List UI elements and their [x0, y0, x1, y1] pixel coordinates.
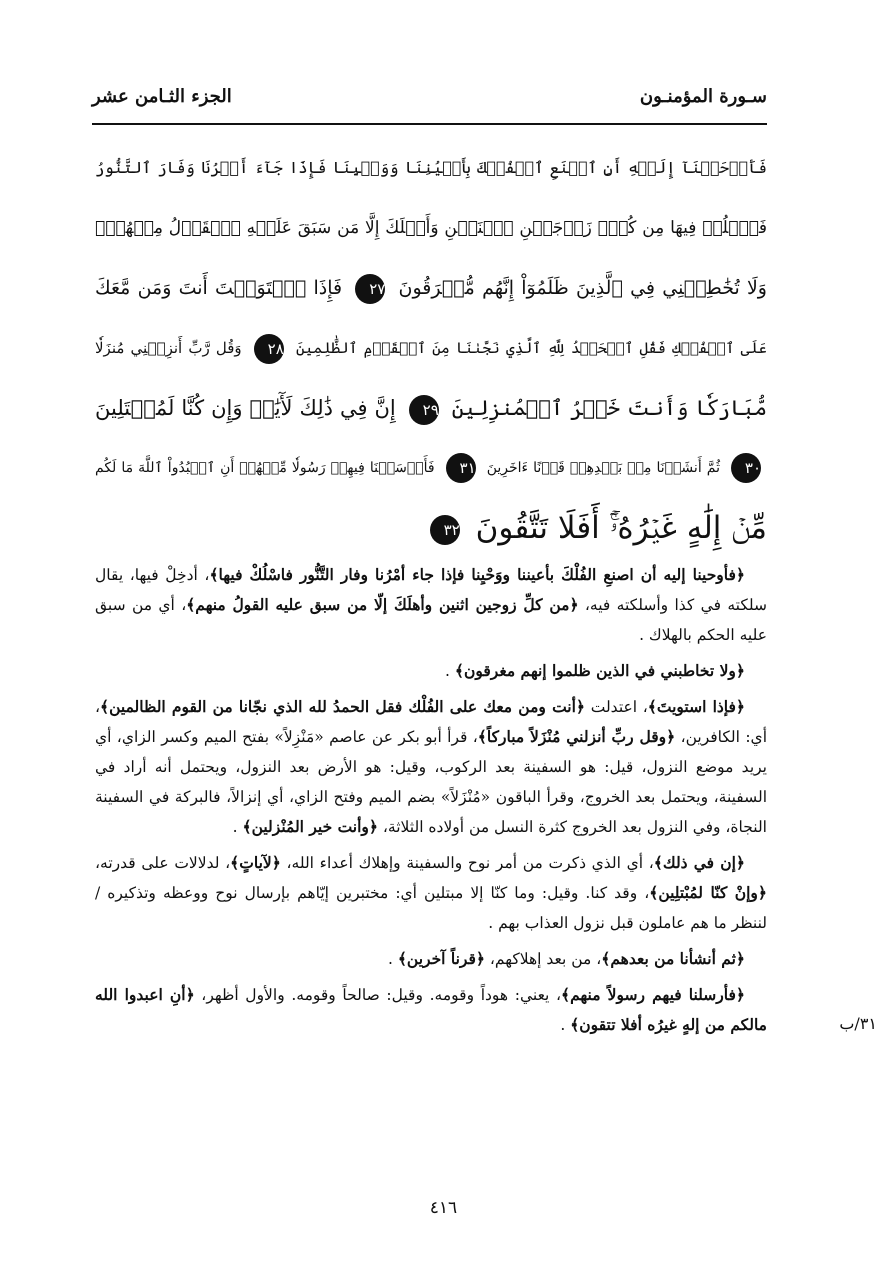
quoted-verse: ﴿وإنْ كنّا لمُبْتلِين﴾ — [649, 883, 767, 902]
ayah-number-marker: ٢٩ — [409, 395, 439, 425]
commentary-text: ، لدلالات على قدرته، — [95, 854, 231, 872]
surah-title: سـورة المؤمنـون — [639, 86, 767, 107]
quoted-verse: ﴿أنت ومن معك على الفُلْك فقل الحمدُ لله الذي نجّانا من القوم الظالمين﴾ — [100, 697, 586, 716]
quoted-verse: ﴿لآياتٍ﴾ — [230, 853, 281, 872]
quran-line — [95, 378, 767, 438]
quran-line — [95, 438, 767, 498]
commentary-text: . — [232, 818, 243, 836]
quran-line — [95, 198, 767, 258]
quoted-verse: ﴿فأرسلنا فيهم رسولاً منهم﴾ — [561, 985, 745, 1004]
commentary-text: . — [560, 1016, 571, 1034]
commentary-paragraph — [95, 692, 767, 842]
quran-segment: ثُمَّ أَنشَأۡنَا مِنۢ بَعۡدِهِمۡ قَرۡنًا ءَاخَرِينَ — [486, 460, 720, 476]
page-number: ٤١٦ — [429, 1198, 458, 1218]
manuscript-folio-note: ٣١/ب — [839, 1014, 877, 1033]
commentary-text: ، يعني: هوداً وقومه. وقيل: صالحاً وقومه. والأول أظهر، — [194, 986, 562, 1004]
commentary-text: ، من بعد إهلاكهم، — [484, 950, 602, 968]
quran-segment: عَلَى ٱلۡفُلۡكِ فَقُلِ ٱلۡحَمۡدُ لِلَّهِ ٱلَّذِي نَجَّىٰنَا مِنَ ٱلۡقَوۡمِ ٱلظَّٰلِمِينَ — [295, 339, 767, 357]
ayah-number-marker: ٣٢ — [430, 515, 460, 545]
quran-segment: وَقُل رَّبِّ أَنزِلۡنِي مُنزَلٗا — [95, 339, 242, 357]
quran-segment: فَأَوۡحَيۡنَآ إِلَيۡهِ أَنِ ٱصۡنَعِ ٱلۡفُلۡكَ بِأَعۡيُنِنَا وَوَحۡيِنَا فَإِذَا جَآءَ أَمۡرُنَا وَفَارَ ٱلتَّنُّورُ — [95, 158, 767, 177]
commentary-text: . — [445, 662, 455, 680]
quoted-verse: ﴿وقل ربِّ أنزلني مُنْزَلاً مباركاً﴾ — [477, 727, 676, 746]
commentary-text: ، أي الذي ذكرت من أمر نوح والسفينة وإهلاك أعداء الله، — [280, 854, 654, 872]
page-header — [92, 82, 767, 118]
ayah-number-marker: ٣٠ — [731, 453, 761, 483]
commentary-text: ، اعتدلت — [585, 698, 648, 716]
ayah-number-marker: ٢٧ — [355, 274, 385, 304]
header-rule — [92, 123, 767, 125]
commentary-text: . — [387, 950, 398, 968]
quran-text-block — [95, 138, 767, 558]
commentary-paragraph — [95, 848, 767, 938]
commentary-paragraph — [95, 560, 767, 650]
quran-segment: مِّنۡ إِلَٰهٍ غَيۡرُهُۥٓۚ أَفَلَا تَتَّقُونَ — [475, 510, 767, 546]
commentary-block — [95, 560, 767, 1040]
quoted-verse: ﴿أنِ اعبدوا الله مالكم من إلهٍ غيرُه أفلا تتقون﴾ — [95, 985, 767, 1034]
ayah-number-marker: ٢٨ — [254, 334, 284, 364]
commentary-text: ، قرأ أبو بكر عن عاصم «مَنْزِلاً» بفتح الميم وكسر الزاي، أي يريد موضع النزول، قيل: هو السفينة بعد الركوب، وقيل: هو الأرض بعد النزول، ويحتمل أنه أراد في السفينة، ويحتمل بعد الخروج، وقرأ الباقون «مُنْزَلاً» بضم الميم وفتح الزاي، أي إنزالاً، فالبركة في السفينة النجاة، وفي النزول بعد الخروج كثرة النسل من أولاده الثلاثة، — [95, 728, 767, 836]
commentary-text: ، أي من سبق عليه الحكم بالهلاك . — [95, 596, 767, 644]
quoted-verse: ﴿إن في ذلك﴾ — [653, 853, 745, 872]
quoted-verse: ﴿وأنت خير المُنْزلين﴾ — [242, 817, 378, 836]
quran-segment: فَأَرۡسَلۡنَا فِيهِمۡ رَسُولٗا مِّنۡهُمۡ أَنِ ٱعۡبُدُواْ ٱللَّهَ مَا لَكُم — [95, 460, 435, 476]
commentary-paragraph — [95, 656, 767, 686]
quran-segment: فَإِذَا ٱسۡتَوَيۡتَ أَنتَ وَمَن مَّعَكَ — [95, 277, 343, 299]
quran-line — [95, 498, 767, 558]
quran-line — [95, 138, 767, 198]
commentary-text: ، أدخِلْ فيها، يقال سلكته في كذا وأسلكته فيه، — [95, 566, 768, 614]
quoted-verse: ﴿من كلِّ زوجين اثنين وأهلَكَ إلّا من سبق عليه القولُ منهم﴾ — [186, 595, 579, 614]
juz-title: الجزء الثـامن عشر — [92, 86, 232, 107]
quoted-verse: ﴿قرناً آخرين﴾ — [397, 949, 485, 968]
quran-segment: مُّبَارَكٗا وَأَنتَ خَيۡرُ ٱلۡمُنزِلِينَ — [451, 396, 767, 420]
commentary-text: ، أي: الكافرين، — [95, 698, 767, 746]
quran-segment: فَٱسۡلُكۡ فِيهَا مِن كُلّٖ زَوۡجَيۡنِ ٱثۡنَيۡنِ وَأَهۡلَكَ إِلَّا مَن سَبَقَ عَلَيۡهِ ٱلۡقَوۡلُ مِنۡهُمۡۖ — [95, 218, 767, 238]
quoted-verse: ﴿فأوحينا إليه أن اصنعِ الفُلْكَ بأعيننا ووَحْيِنا فإذا جاء أمْرُنا وفار التَّنُّور فاسْلُكْ فيها﴾ — [209, 565, 745, 584]
commentary-text: ، وقد كنا. وقيل: وما كنّا إلا مبتلين أي: مختبرين إيّاهم بإرسال نوح ووعظه وتذكيره / لننظر ما هم عاملون قبل نزول العذاب بهم . — [95, 884, 767, 932]
quran-line — [95, 258, 767, 318]
commentary-paragraph — [95, 980, 767, 1040]
quran-line — [95, 318, 767, 378]
commentary-paragraph — [95, 944, 767, 974]
quoted-verse: ﴿ثم أنشأنا من بعدهم﴾ — [601, 949, 745, 968]
quran-segment: وَلَا تُخَٰطِبۡنِي فِي ٱلَّذِينَ ظَلَمُوٓاْ إِنَّهُم مُّغۡرَقُونَ — [398, 277, 767, 299]
quoted-verse: ﴿ولا تخاطبني في الذين ظلموا إنهم مغرقون﴾ — [454, 661, 745, 680]
quoted-verse: ﴿فإذا استويتَ﴾ — [647, 697, 745, 716]
ayah-number-marker: ٣١ — [446, 453, 476, 483]
quran-segment: إِنَّ فِي ذَٰلِكَ لَأٓيَٰتٖ وَإِن كُنَّا لَمُبۡتَلِينَ — [95, 396, 396, 420]
